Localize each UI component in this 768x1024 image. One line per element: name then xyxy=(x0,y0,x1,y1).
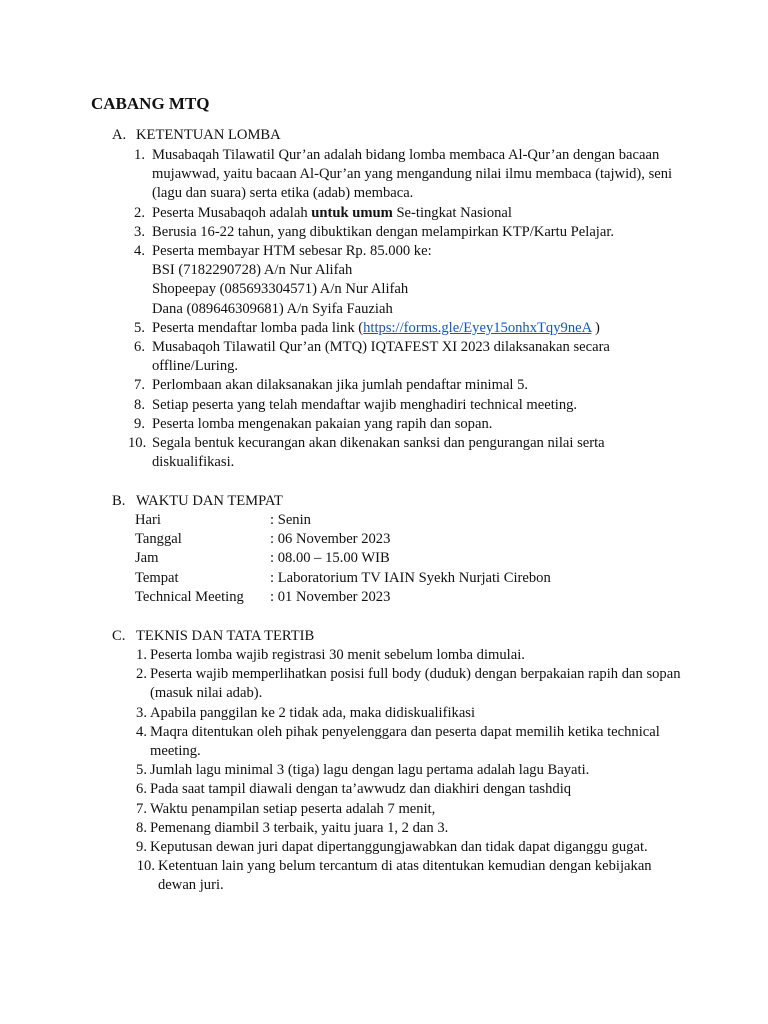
list-item xyxy=(134,415,688,434)
item-text: Peserta lomba wajib registrasi 30 menit sebelum lomba dimulai. xyxy=(150,647,525,663)
list-item xyxy=(134,396,688,415)
section-c-title: TEKNIS DAN TATA TERTIB xyxy=(136,628,315,644)
item-number: 6. xyxy=(136,781,147,798)
schedule-row xyxy=(135,588,551,607)
schedule-key: Tanggal xyxy=(135,531,182,548)
schedule-key: Hari xyxy=(135,512,161,528)
list-item xyxy=(136,723,693,761)
item-text: Berusia 16-22 tahun, yang dibuktikan dengan melampirkan KTP/Kartu Pelajar. xyxy=(152,223,615,240)
item-number: 3. xyxy=(134,223,145,240)
item-text: Perlombaan akan dilaksanakan jika jumlah pendaftar minimal 5. xyxy=(152,377,529,394)
item-number: 9. xyxy=(136,839,147,856)
list-item xyxy=(136,761,693,780)
schedule-value: : 01 November 2023 xyxy=(270,588,391,605)
section-b-title: WAKTU DAN TEMPAT xyxy=(136,493,283,509)
list-item xyxy=(134,242,688,319)
list-item xyxy=(136,704,693,723)
page-title: CABANG MTQ xyxy=(91,94,210,113)
list-item xyxy=(136,665,693,703)
section-c-label: C. xyxy=(112,628,126,644)
item-number: 2. xyxy=(134,204,145,221)
item-number: 4. xyxy=(136,723,147,740)
section-c-heading xyxy=(112,627,314,646)
schedule-value: : 08.00 – 15.00 WIB xyxy=(270,550,390,567)
schedule-value: : Laboratorium TV IAIN Syekh Nurjati Cirebon xyxy=(270,569,551,586)
schedule-row xyxy=(135,569,551,588)
schedule-row xyxy=(135,530,551,549)
section-a-title: KETENTUAN LOMBA xyxy=(136,127,281,143)
list-item xyxy=(128,434,688,472)
list-item xyxy=(134,376,688,395)
section-a-list xyxy=(128,146,688,472)
schedule-key: Tempat xyxy=(135,569,179,586)
item-text: Peserta Musabaqoh adalah xyxy=(152,204,312,221)
item-bold-text: untuk umum xyxy=(311,204,393,221)
item-text: Se-tingkat Nasional xyxy=(392,204,512,221)
section-c-list xyxy=(133,646,693,896)
registration-link[interactable]: https://forms.gle/Eyey15onhxTqy9neA xyxy=(363,319,592,336)
schedule-key: Technical Meeting xyxy=(135,588,244,605)
list-item xyxy=(136,819,693,838)
item-text: Apabila panggilan ke 2 tidak ada, maka didiskualifikasi xyxy=(150,704,476,721)
item-number: 7. xyxy=(134,377,145,394)
item-text: Peserta mendaftar lomba pada link ( xyxy=(152,319,364,336)
item-text: Jumlah lagu minimal 3 (tiga) lagu dengan lagu pertama adalah lagu Bayati. xyxy=(150,762,590,779)
item-text: Peserta lomba mengenakan pakaian yang rapih dan sopan. xyxy=(152,415,493,432)
payment-line-dana: Dana (089646309681) A/n Syifa Fauziah xyxy=(152,300,393,317)
list-item xyxy=(134,319,688,338)
item-number: 1. xyxy=(134,147,145,163)
item-text: Waktu penampilan setiap peserta adalah 7 menit, xyxy=(150,800,436,817)
section-a-label: A. xyxy=(112,127,127,143)
item-number: 8. xyxy=(134,396,145,413)
item-text: Ketentuan lain yang belum tercantum di atas ditentukan kemudian dengan kebijakan dewan juri. xyxy=(158,858,652,894)
item-text: Maqra ditentukan oleh pihak penyelenggara dan peserta dapat memilih ketika technical meeting. xyxy=(150,723,660,760)
item-text: Setiap peserta yang telah mendaftar wajib menghadiri technical meeting. xyxy=(152,396,578,413)
item-number: 10. xyxy=(136,858,155,875)
schedule-table xyxy=(135,511,551,607)
list-item xyxy=(136,857,693,895)
payment-line-shopeepay: Shopeepay (085693304571) A/n Nur Alifah xyxy=(152,281,409,298)
list-item xyxy=(134,146,688,204)
section-a-heading xyxy=(112,126,281,145)
list-item xyxy=(134,338,688,376)
list-item xyxy=(134,204,688,223)
item-number: 8. xyxy=(136,819,147,836)
schedule-row xyxy=(135,511,551,530)
item-number: 4. xyxy=(134,243,145,260)
schedule-key: Jam xyxy=(135,550,159,567)
list-item xyxy=(134,223,688,242)
item-text: Musabaqah Tilawatil Qur’an adalah bidang lomba membaca Al-Qur’an dengan bacaan mujawwad, yaitu bacaan Al-Qur’an yang mengandung nilai ilmu membaca (tajwid), seni (lagu dan suara) serta etika (adab) membaca. xyxy=(152,147,673,202)
item-number: 7. xyxy=(136,800,147,817)
item-number: 2. xyxy=(136,666,147,683)
item-number: 5. xyxy=(136,762,147,779)
item-number: 6. xyxy=(134,339,145,356)
list-item xyxy=(136,646,693,665)
item-number: 1. xyxy=(136,647,147,663)
schedule-value: : 06 November 2023 xyxy=(270,531,391,548)
item-number: 5. xyxy=(134,319,145,336)
item-text: Keputusan dewan juri dapat dipertanggungjawabkan dan tidak dapat diganggu gugat. xyxy=(150,839,648,856)
item-number: 10. xyxy=(128,435,147,452)
item-text: Peserta membayar HTM sebesar Rp. 85.000 ke: xyxy=(152,243,432,260)
schedule-row xyxy=(135,549,551,568)
item-text: ) xyxy=(591,319,600,336)
section-b-label: B. xyxy=(112,493,126,509)
list-item xyxy=(136,780,693,799)
list-item xyxy=(136,800,693,819)
item-text: Segala bentuk kecurangan akan dikenakan sanksi dan pengurangan nilai serta diskualifikasi. xyxy=(152,435,605,471)
list-item xyxy=(136,838,693,857)
section-b-heading xyxy=(112,492,283,511)
item-text: Musabaqoh Tilawatil Qur’an (MTQ) IQTAFEST XI 2023 dilaksanakan secara offline/Luring. xyxy=(152,339,610,375)
schedule-value: : Senin xyxy=(270,512,311,528)
item-text: Pemenang diambil 3 terbaik, yaitu juara 1, 2 dan 3. xyxy=(150,819,449,836)
payment-line-bsi: BSI (7182290728) A/n Nur Alifah xyxy=(152,262,353,279)
item-number: 3. xyxy=(136,704,147,721)
item-text: Pada saat tampil diawali dengan ta’awwudz dan diakhiri dengan tashdiq xyxy=(150,781,572,798)
item-text: Peserta wajib memperlihatkan posisi full body (duduk) dengan berpakaian rapih dan sopan (masuk nilai adab). xyxy=(150,666,681,702)
item-number: 9. xyxy=(134,415,145,432)
